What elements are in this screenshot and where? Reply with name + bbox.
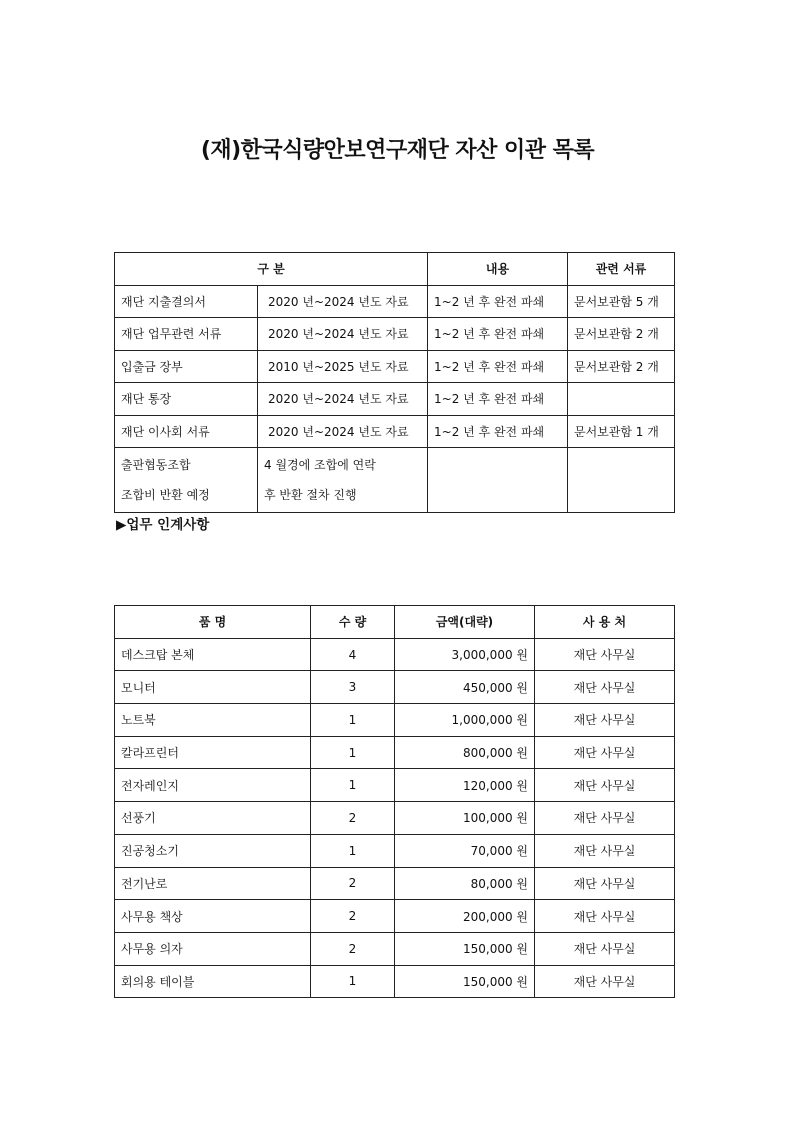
- header-division: 구 분: [115, 253, 428, 286]
- item-place-cell: 재단 사무실: [535, 867, 675, 900]
- item-amount-cell: 800,000 원: [395, 736, 535, 769]
- table-header-row: [115, 253, 675, 286]
- transfer-documents-table: [114, 252, 675, 513]
- row-docs-cell: 문서보관함 2 개: [568, 318, 675, 351]
- item-quantity-cell: 2: [311, 867, 395, 900]
- table-row: [115, 671, 675, 704]
- page-title: (재)한국식량안보연구재단 자산 이관 목록: [200, 138, 595, 163]
- item-amount-cell: 150,000 원: [395, 932, 535, 965]
- item-quantity-cell: 3: [311, 671, 395, 704]
- asset-inventory-table: [114, 605, 675, 998]
- item-amount-cell: 70,000 원: [395, 834, 535, 867]
- table-row: [115, 448, 675, 513]
- item-place-cell: 재단 사무실: [535, 802, 675, 835]
- item-quantity-cell: 1: [311, 769, 395, 802]
- item-amount-cell: 100,000 원: [395, 802, 535, 835]
- item-place-cell: 재단 사무실: [535, 900, 675, 933]
- row-period-cell: 2020 년~2024 년도 자료: [258, 383, 428, 416]
- row-period-cell: 2010 년~2025 년도 자료: [258, 350, 428, 383]
- row-period-cell: 2020 년~2024 년도 자료: [258, 318, 428, 351]
- item-quantity-cell: 1: [311, 965, 395, 998]
- item-name-cell: 전기난로: [115, 867, 311, 900]
- row-name-cell: 재단 업무관련 서류: [115, 318, 258, 351]
- table-row: [115, 383, 675, 416]
- row-period-cell: 2020 년~2024 년도 자료: [258, 415, 428, 448]
- row-docs-cell: 문서보관함 5 개: [568, 285, 675, 318]
- table-row: [115, 769, 675, 802]
- desc-line-1: 4 월경에 조합에 연락: [264, 458, 376, 472]
- table-row: [115, 736, 675, 769]
- name-line-1: 출판협동조합: [121, 458, 191, 472]
- item-quantity-cell: 2: [311, 900, 395, 933]
- row-content-cell: 1~2 년 후 완전 파쇄: [428, 350, 568, 383]
- table-row: [115, 932, 675, 965]
- handover-notes-heading: ▶업무 인계사항: [116, 517, 210, 533]
- item-place-cell: 재단 사무실: [535, 769, 675, 802]
- row-name-cell: [115, 448, 258, 513]
- header-amount: 금액(대략): [395, 606, 535, 639]
- item-name-cell: 선풍기: [115, 802, 311, 835]
- table-row: [115, 638, 675, 671]
- row-name-cell: 재단 이사회 서류: [115, 415, 258, 448]
- table-header-row: [115, 606, 675, 639]
- item-name-cell: 칼라프린터: [115, 736, 311, 769]
- row-description-cell: [258, 448, 428, 513]
- row-name-cell: 재단 지출결의서: [115, 285, 258, 318]
- item-name-cell: 사무용 책상: [115, 900, 311, 933]
- row-content-cell: 1~2 년 후 완전 파쇄: [428, 285, 568, 318]
- item-amount-cell: 450,000 원: [395, 671, 535, 704]
- header-related-docs: 관련 서류: [568, 253, 675, 286]
- row-docs-cell: 문서보관함 2 개: [568, 350, 675, 383]
- row-name-cell: 입출금 장부: [115, 350, 258, 383]
- item-place-cell: 재단 사무실: [535, 704, 675, 737]
- item-name-cell: 회의용 테이블: [115, 965, 311, 998]
- row-content-cell: 1~2 년 후 완전 파쇄: [428, 415, 568, 448]
- item-name-cell: 데스크탑 본체: [115, 638, 311, 671]
- item-amount-cell: 200,000 원: [395, 900, 535, 933]
- row-content-cell: 1~2 년 후 완전 파쇄: [428, 318, 568, 351]
- item-quantity-cell: 2: [311, 932, 395, 965]
- item-quantity-cell: 1: [311, 834, 395, 867]
- item-place-cell: 재단 사무실: [535, 965, 675, 998]
- table-row: [115, 350, 675, 383]
- item-place-cell: 재단 사무실: [535, 834, 675, 867]
- row-docs-cell: 문서보관함 1 개: [568, 415, 675, 448]
- table-row: [115, 900, 675, 933]
- table-row: [115, 318, 675, 351]
- item-name-cell: 전자레인지: [115, 769, 311, 802]
- table-row: [115, 834, 675, 867]
- row-name-cell: 재단 통장: [115, 383, 258, 416]
- header-place: 사 용 처: [535, 606, 675, 639]
- item-amount-cell: 80,000 원: [395, 867, 535, 900]
- row-docs-cell: [568, 383, 675, 416]
- table-row: [115, 704, 675, 737]
- item-name-cell: 노트북: [115, 704, 311, 737]
- table-row: [115, 965, 675, 998]
- item-place-cell: 재단 사무실: [535, 932, 675, 965]
- item-name-cell: 모니터: [115, 671, 311, 704]
- item-quantity-cell: 2: [311, 802, 395, 835]
- item-quantity-cell: 1: [311, 736, 395, 769]
- row-period-cell: 2020 년~2024 년도 자료: [258, 285, 428, 318]
- item-quantity-cell: 4: [311, 638, 395, 671]
- table-row: [115, 415, 675, 448]
- item-quantity-cell: 1: [311, 704, 395, 737]
- header-quantity: 수 량: [311, 606, 395, 639]
- item-place-cell: 재단 사무실: [535, 638, 675, 671]
- header-content: 내용: [428, 253, 568, 286]
- item-place-cell: 재단 사무실: [535, 671, 675, 704]
- item-amount-cell: 1,000,000 원: [395, 704, 535, 737]
- desc-line-2: 후 반환 절차 진행: [264, 488, 357, 502]
- item-amount-cell: 3,000,000 원: [395, 638, 535, 671]
- item-name-cell: 진공청소기: [115, 834, 311, 867]
- name-line-2: 조합비 반환 예정: [121, 488, 210, 502]
- row-content-cell: [428, 448, 568, 513]
- row-docs-cell: [568, 448, 675, 513]
- row-content-cell: 1~2 년 후 완전 파쇄: [428, 383, 568, 416]
- item-name-cell: 사무용 의자: [115, 932, 311, 965]
- table-row: [115, 285, 675, 318]
- header-item: 품 명: [115, 606, 311, 639]
- table-row: [115, 802, 675, 835]
- item-place-cell: 재단 사무실: [535, 736, 675, 769]
- item-amount-cell: 120,000 원: [395, 769, 535, 802]
- item-amount-cell: 150,000 원: [395, 965, 535, 998]
- table-row: [115, 867, 675, 900]
